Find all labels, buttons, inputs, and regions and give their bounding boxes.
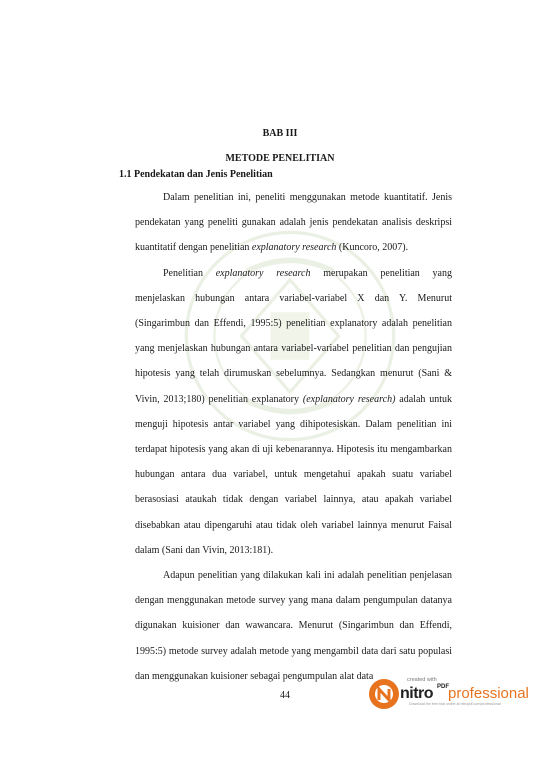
paragraph-1: Dalam penelitian ini, peneliti menggunakan metode kuantitatif. Jenis pendekatan yang peneliti gunakan adalah jenis pendekatan analisis deskripsi kuantitatif dengan penelitian explanatory research (Kuncoro, 2007). [135,192,452,254]
page-number: 44 [280,690,290,701]
paragraph-2: Penelitian explanatory research merupakan penelitian yang menjelaskan hubungan antara variabel-variabel X dan Y. Menurut (Singarimbun dan Effendi, 1995:5) penelitian explanatory adalah penelitian yang menjelaskan hubungan antara variabel-variabel penelitian dan pengujian hipotesis yang telah dirumuskan sebelumnya. Sedangkan menurut (Sani & Vivin, 2013;180) penelitian explanatory (explanatory research) adalah untuk menguji hipotesis antar variabel yang dihipotesiskan. Dalam penelitian ini terdapat hipotesis yang akan di uji kebenarannya. Hipotesis itu mengambarkan hubungan antara dua variabel, untuk mengetahui apakah suatu variabel berasosiasi ataukah tidak dengan variabel lainnya, atau apakah variabel disebabkan atau dipengaruhi atau tidak oleh variabel lainnya menurut Faisal dalam (Sani dan Vivin, 2013:181). [135,267,453,556]
section-heading: 1.1 Pendekatan dan Jenis Penelitian [119,169,273,180]
badge-brand: nitro [400,685,434,702]
badge-created-with: created with [407,677,437,683]
paragraph-3: Adapun penelitian yang dilakukan kali ini adalah penelitian penjelasan dengan menggunakan metode survey yang mana dalam pengumpulan datanya digunakan kuisioner dan wawancara. Menurut (Singarimbun dan Effendi, 1995:5) metode survey adalah metode yang mengambil data dari satu populasi dan menggunakan kuisioner sebagai pengumpulan alat data [135,570,452,682]
badge-edition: professional [448,685,529,702]
chapter-number: BAB III [262,128,298,139]
nitro-logo-icon [368,676,400,712]
body-text [135,185,452,689]
badge-sup: PDF [437,684,449,690]
badge-download-link[interactable]: Download the free trial online at nitropdf.com/professional [409,702,501,706]
chapter-title: METODE PENELITIAN [225,153,335,164]
